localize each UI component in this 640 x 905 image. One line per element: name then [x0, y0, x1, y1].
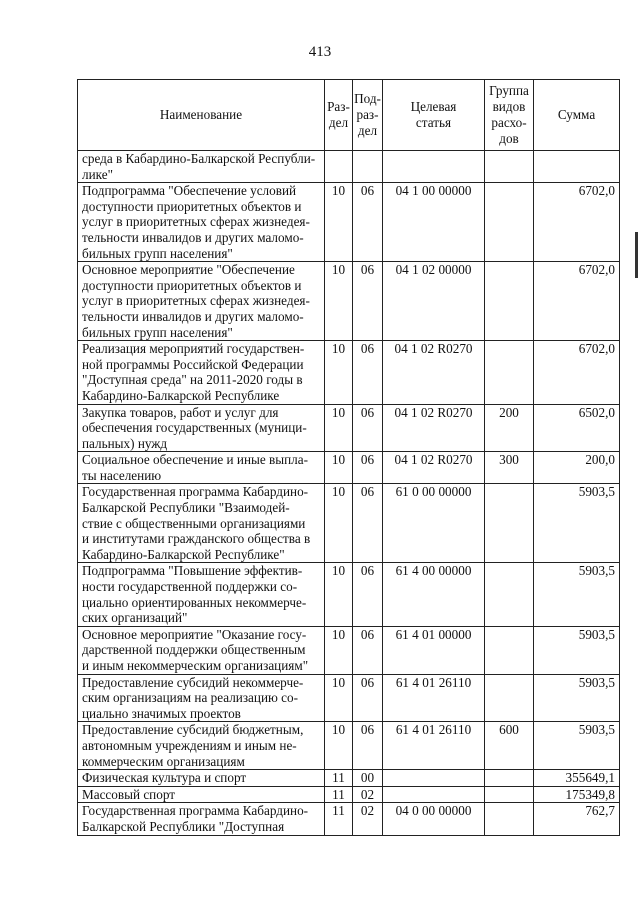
- cell-subsection: 06: [353, 404, 383, 452]
- cell-subsection: 06: [353, 262, 383, 341]
- cell-section: 11: [325, 786, 353, 803]
- header-subsection: Под- раз- дел: [353, 80, 383, 151]
- cell-section: 10: [325, 341, 353, 404]
- cell-target-article: [383, 770, 485, 787]
- cell-expense-group: [485, 770, 534, 787]
- cell-amount: 5903,5: [534, 563, 620, 626]
- cell-name: Государственная программа Кабардино- Балкарской Республики "Доступная: [78, 803, 325, 835]
- cell-section: 10: [325, 722, 353, 770]
- cell-target-article: 04 1 02 R0270: [383, 404, 485, 452]
- cell-subsection: 02: [353, 786, 383, 803]
- cell-expense-group: 300: [485, 452, 534, 484]
- table-row: [78, 626, 620, 674]
- header-expense-group: Группа видов расхо- дов: [485, 80, 534, 151]
- table-row: [78, 183, 620, 262]
- cell-subsection: 06: [353, 183, 383, 262]
- table-row: [78, 262, 620, 341]
- cell-subsection: 06: [353, 484, 383, 563]
- cell-name: Предоставление субсидий бюджетным, автономным учреждениям и иным не- коммерческим организациям: [78, 722, 325, 770]
- cell-name: Физическая культура и спорт: [78, 770, 325, 787]
- cell-expense-group: [485, 674, 534, 722]
- margin-mark: [635, 232, 638, 278]
- cell-name: Реализация мероприятий государствен- ной программы Российской Федерации "Доступная среда" на 2011-2020 годы в Кабардино-Балкарской Республике: [78, 341, 325, 404]
- table-row: [78, 341, 620, 404]
- cell-amount: 175349,8: [534, 786, 620, 803]
- table-row: [78, 404, 620, 452]
- cell-expense-group: [485, 183, 534, 262]
- cell-name: Основное мероприятие "Оказание госу- дарственной поддержки общественным и иным некоммерческим организациям": [78, 626, 325, 674]
- cell-expense-group: [485, 484, 534, 563]
- table-row: [78, 770, 620, 787]
- cell-amount: 6702,0: [534, 341, 620, 404]
- cell-expense-group: 600: [485, 722, 534, 770]
- cell-name: Подпрограмма "Обеспечение условий доступности приоритетных объектов и услуг в приоритетных сферах жизнедея- тельности инвалидов и других маломо- бильных групп населения": [78, 183, 325, 262]
- cell-name: Государственная программа Кабардино- Балкарской Республики "Взаимодей- ствие с общественными организациями и институтами гражданского общества в Кабардино-Балкарской Республике": [78, 484, 325, 563]
- cell-target-article: 04 1 02 R0270: [383, 341, 485, 404]
- cell-name: Предоставление субсидий некоммерче- ским организациям на реализацию со- циально значимых проектов: [78, 674, 325, 722]
- cell-subsection: 06: [353, 674, 383, 722]
- cell-section: 10: [325, 674, 353, 722]
- cell-target-article: 61 4 00 00000: [383, 563, 485, 626]
- cell-target-article: [383, 786, 485, 803]
- cell-target-article: 04 1 02 R0270: [383, 452, 485, 484]
- table-row: [78, 722, 620, 770]
- cell-section: 10: [325, 484, 353, 563]
- header-target-article: Целевая статья: [383, 80, 485, 151]
- table-row: [78, 563, 620, 626]
- cell-section: 10: [325, 452, 353, 484]
- cell-name: Подпрограмма "Повышение эффектив- ности государственной поддержки со- циально ориентированных некоммерче- ских организаций": [78, 563, 325, 626]
- cell-expense-group: [485, 262, 534, 341]
- cell-section: 11: [325, 770, 353, 787]
- cell-section: 10: [325, 626, 353, 674]
- table-row: [78, 484, 620, 563]
- cell-subsection: 06: [353, 452, 383, 484]
- cell-amount: 6702,0: [534, 262, 620, 341]
- cell-name: Закупка товаров, работ и услуг для обеспечения государственных (муници- пальных) нужд: [78, 404, 325, 452]
- cell-section: 10: [325, 404, 353, 452]
- cell-amount: 200,0: [534, 452, 620, 484]
- cell-target-article: 04 1 02 00000: [383, 262, 485, 341]
- table-header-row: [78, 80, 620, 151]
- table-row: [78, 151, 620, 183]
- table-row: [78, 786, 620, 803]
- cell-amount: 6502,0: [534, 404, 620, 452]
- table-row: [78, 674, 620, 722]
- cell-amount: 5903,5: [534, 722, 620, 770]
- cell-expense-group: [485, 151, 534, 183]
- cell-target-article: 04 0 00 00000: [383, 803, 485, 835]
- cell-target-article: 61 4 01 00000: [383, 626, 485, 674]
- cell-expense-group: [485, 341, 534, 404]
- cell-name: среда в Кабардино-Балкарской Республи- лике": [78, 151, 325, 183]
- cell-section: 10: [325, 262, 353, 341]
- cell-target-article: 61 4 01 26110: [383, 674, 485, 722]
- cell-subsection: 06: [353, 563, 383, 626]
- cell-expense-group: [485, 626, 534, 674]
- header-section: Раз- дел: [325, 80, 353, 151]
- cell-expense-group: [485, 563, 534, 626]
- table-body: [78, 151, 620, 836]
- cell-name: Основное мероприятие "Обеспечение доступности приоритетных объектов и услуг в приоритетных сферах жизнедея- тельности инвалидов и других маломо- бильных групп населения": [78, 262, 325, 341]
- cell-target-article: [383, 151, 485, 183]
- cell-section: 11: [325, 803, 353, 835]
- cell-name: Массовый спорт: [78, 786, 325, 803]
- header-amount: Сумма: [534, 80, 620, 151]
- cell-subsection: 02: [353, 803, 383, 835]
- table-row: [78, 803, 620, 835]
- cell-expense-group: [485, 803, 534, 835]
- table-row: [78, 452, 620, 484]
- page-number: 413: [308, 44, 332, 60]
- cell-amount: 6702,0: [534, 183, 620, 262]
- cell-expense-group: 200: [485, 404, 534, 452]
- cell-amount: 762,7: [534, 803, 620, 835]
- cell-subsection: 06: [353, 626, 383, 674]
- cell-subsection: 06: [353, 722, 383, 770]
- cell-expense-group: [485, 786, 534, 803]
- cell-subsection: [353, 151, 383, 183]
- cell-section: 10: [325, 183, 353, 262]
- cell-target-article: 04 1 00 00000: [383, 183, 485, 262]
- cell-amount: 5903,5: [534, 626, 620, 674]
- header-name: Наименование: [78, 80, 325, 151]
- cell-amount: 5903,5: [534, 674, 620, 722]
- cell-section: [325, 151, 353, 183]
- cell-amount: 5903,5: [534, 484, 620, 563]
- cell-amount: [534, 151, 620, 183]
- cell-subsection: 00: [353, 770, 383, 787]
- budget-table: [77, 79, 620, 836]
- cell-name: Социальное обеспечение и иные выпла- ты населению: [78, 452, 325, 484]
- cell-subsection: 06: [353, 341, 383, 404]
- cell-target-article: 61 0 00 00000: [383, 484, 485, 563]
- cell-section: 10: [325, 563, 353, 626]
- cell-target-article: 61 4 01 26110: [383, 722, 485, 770]
- cell-amount: 355649,1: [534, 770, 620, 787]
